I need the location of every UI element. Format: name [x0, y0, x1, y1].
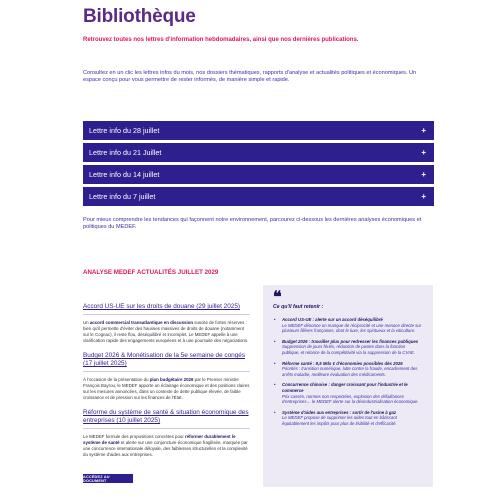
plus-icon: +	[421, 126, 426, 135]
plus-icon: +	[421, 170, 426, 179]
section-heading: ANALYSE MEDEF ACTUALITÉS JUILLET 2029	[83, 269, 219, 276]
access-document-button[interactable]: ACCÉDEZ AU DOCUMENT	[83, 474, 133, 483]
key-takeaways-card	[263, 285, 433, 487]
accordion-item-label: Lettre info du 28 juillet	[89, 126, 160, 135]
page-subtitle: Retrouvez toutes nos lettres d'information hebdomadaires, ainsi que nos dernières publications.	[83, 37, 359, 43]
divider	[83, 314, 250, 315]
list-item: • Budget 2026 : travailler plus pour redresser les finances publiques Suppression de jours fériés, réduction de postes dans la fonction publique, et relance de la compétitivité via la suppression de la CVAE.	[273, 339, 423, 356]
takeaways-list	[273, 317, 423, 427]
quote-icon: ❝	[273, 287, 282, 306]
divider	[83, 371, 250, 372]
list-item: • Système d'aides aux entreprises : sortir de l'usine à gaz Le MEDEF propose de supprimer les aides tout en bâtissant équitablement les impôts pour plus de lisibilité et d'efficacité.	[273, 410, 423, 427]
accordion-item-label: Lettre info du 7 juillet	[89, 192, 156, 201]
outro-text: Pour mieux comprendre les tendances qui façonnent notre environnement, parcourez ci-dessous les dernières analyses économiques et politiques du MEDEF.	[83, 217, 422, 231]
plus-icon: +	[421, 148, 426, 157]
accordion-item-28-juillet[interactable]	[83, 121, 434, 140]
article-body: Le MEDEF formule des propositions concrètes pour réformer durablement le système de santé et alerte sur une conjoncture économique fragilisée, marquée par une concurrence internationale déloyale, des faiblesses structurelles et la complexité du système d'aides aux entreprises.	[83, 433, 248, 458]
divider	[83, 428, 250, 429]
article-title[interactable]: Accord US-UE sur les droits de douane (29 juillet 2025)	[83, 303, 241, 310]
accordion-item-label: Lettre info du 21 Juillet	[89, 148, 162, 157]
article-accord-us-ue	[83, 303, 250, 344]
accordion-item-21-juillet[interactable]	[83, 143, 434, 162]
newsletter-accordion	[83, 121, 434, 209]
article-budget-2026	[83, 352, 250, 401]
accordion-item-7-juillet[interactable]	[83, 187, 434, 206]
article-title[interactable]: Réforme du système de santé & situation économique des entreprises (10 juillet 2025)	[83, 409, 249, 424]
article-body: À l'occasion de la présentation du plan budgétaire 2026 par le Premier ministre François Bayrou, le MEDEF apporte un éclairage économique et des positions claires sur les mesures annoncées, dans un contexte de dette publique élevée, de faible croissance et de pression sur les finances de l'État.	[83, 376, 250, 401]
article-body: Un accord commercial transatlantique en discussion suscite de fortes réserves : bien qu'il permette d'éviter des hausses massives de droits de douane (notamment sur le Cognac), il reste flou, déséquilibré et incomplet. Le MEDEF appelle à une clarification rapide des engagements européens et à une poursuite des négociations.	[83, 319, 249, 344]
articles-column	[83, 303, 250, 466]
page-title: Bibliothèque	[83, 6, 196, 27]
intro-text: Consultez en un clic les lettres infos du mois, nos dossiers thématiques, rapports d'analyse et actualités politiques et économiques. Un espace conçu pour vous permettre de rester informés, de manière simple et rapide.	[83, 70, 417, 84]
card-title: Ce qu'il faut retenir :	[273, 304, 324, 310]
article-reforme-sante	[83, 409, 250, 458]
list-item: • Concurrence chinoise : danger croissant pour l'industrie et le commerce Prix cassés, normes non respectées, explosion des défaillances d'entreprises… le MEDEF alerte sur la désindustrialisation économique.	[273, 382, 423, 404]
article-title[interactable]: Budget 2026 & Monétisation de la 5e semaine de congés (17 juillet 2025)	[83, 352, 246, 367]
accordion-item-label: Lettre info du 14 juillet	[89, 170, 160, 179]
list-item: • Accord US-UE : alerte sur un accord déséquilibré Le MEDEF dénonce un manque de réciprocité et une menace directe sur plusieurs filières françaises, dont le luxe, les spiritueux et la viticulture.	[273, 317, 423, 334]
accordion-item-14-juillet[interactable]	[83, 165, 434, 184]
list-item: • Réforme santé : 8,5 Mds € d'économies possibles dès 2026 Priorités : transition numérique, lutte contre la fraude, encadrement des arrêts maladie, meilleure évaluation des médicaments.	[273, 361, 423, 378]
plus-icon: +	[421, 192, 426, 201]
